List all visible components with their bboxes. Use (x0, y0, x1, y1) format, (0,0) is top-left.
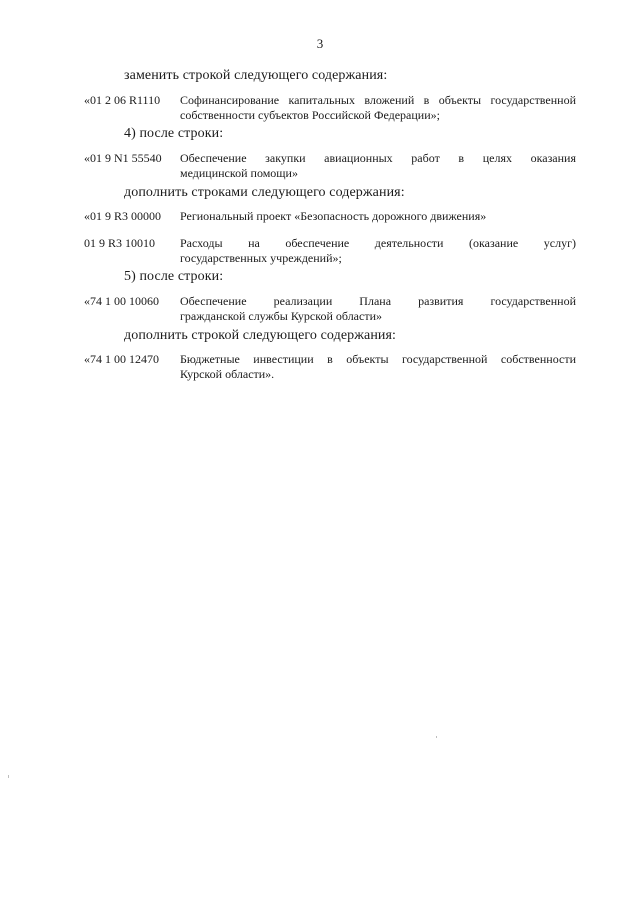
budget-code: 01 9 R3 10010 (84, 236, 156, 250)
entry-text-line1: Софинансирование капитальных вложений в объекты государственной (180, 93, 576, 107)
instruction-heading: 4) после строки: (124, 126, 224, 141)
entry-text-line1: Бюджетные инвестиции в объекты государственной собственности (180, 352, 576, 366)
entry-text-line1: Обеспечение реализации Плана развития государственной (180, 294, 576, 308)
budget-code: «01 2 06 R1110 (84, 93, 161, 107)
entry-text-line2: Курской области». (180, 367, 275, 381)
entry-text-line2: собственности субъектов Российской Федерации»; (180, 108, 440, 122)
entry-text-line2: гражданской службы Курской области» (180, 309, 383, 323)
budget-entry-text (180, 209, 576, 224)
entry-text-line1: Обеспечение закупки авиационных работ в целях оказания (180, 151, 576, 165)
scan-speck (436, 736, 437, 738)
budget-code: «74 1 00 10060 (84, 294, 159, 308)
entry-text-line2: медицинской помощи» (180, 166, 298, 180)
budget-entry-text (180, 151, 576, 181)
budget-entry-text (180, 352, 576, 382)
budget-code: «01 9 N1 55540 (84, 151, 162, 165)
budget-code: «74 1 00 12470 (84, 352, 159, 366)
budget-entry-text (180, 93, 576, 123)
budget-entry-text (180, 236, 576, 266)
instruction-heading: дополнить строкой следующего содержания: (124, 328, 397, 343)
scan-speck (8, 775, 9, 778)
instruction-heading: 5) после строки: (124, 269, 224, 284)
entry-text-line1: Региональный проект «Безопасность дорожного движения» (180, 209, 487, 223)
instruction-heading: заменить строкой следующего содержания: (124, 68, 388, 83)
entry-text-line2: государственных учреждений»; (180, 251, 342, 265)
budget-entry-text (180, 294, 576, 324)
budget-code: «01 9 R3 00000 (84, 209, 162, 223)
instruction-heading: дополнить строками следующего содержания: (124, 185, 405, 200)
page-number: 3 (316, 36, 324, 51)
entry-text-line1: Расходы на обеспечение деятельности (оказание услуг) (180, 236, 576, 250)
